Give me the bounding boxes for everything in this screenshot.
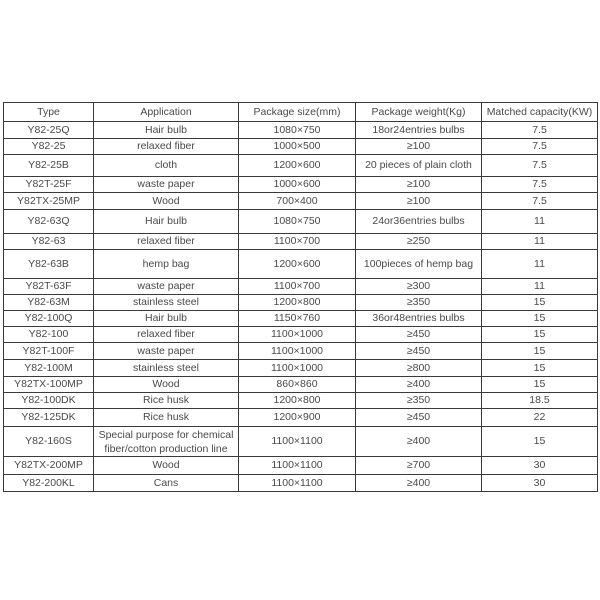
cell-package-size: 1200×800 xyxy=(239,393,356,409)
cell-type: Y82-200KL xyxy=(4,475,94,492)
cell-package-size: 1080×750 xyxy=(239,122,356,139)
cell-matched-capacity: 7.5 xyxy=(482,122,598,139)
table-row xyxy=(4,210,598,234)
cell-type: Y82-63B xyxy=(4,250,94,279)
table-row xyxy=(4,279,598,295)
cell-package-size: 1150×760 xyxy=(239,311,356,327)
cell-type: Y82-63 xyxy=(4,234,94,250)
cell-matched-capacity: 7.5 xyxy=(482,139,598,155)
cell-package-size: 1200×800 xyxy=(239,295,356,311)
table-row xyxy=(4,475,598,492)
cell-package-size: 1100×700 xyxy=(239,234,356,250)
cell-application: relaxed fiber xyxy=(94,327,239,343)
cell-matched-capacity: 7.5 xyxy=(482,177,598,193)
cell-package-size: 1200×900 xyxy=(239,409,356,427)
cell-application: relaxed fiber xyxy=(94,139,239,155)
cell-package-weight: 100pieces of hemp bag xyxy=(356,250,482,279)
table-row xyxy=(4,377,598,393)
cell-package-weight: ≥450 xyxy=(356,327,482,343)
cell-application: Wood xyxy=(94,193,239,210)
cell-package-weight: ≥450 xyxy=(356,343,482,360)
cell-matched-capacity: 30 xyxy=(482,457,598,475)
cell-package-weight: 36or48entries bulbs xyxy=(356,311,482,327)
cell-application: waste paper xyxy=(94,279,239,295)
cell-application: stainless steel xyxy=(94,360,239,377)
table-row xyxy=(4,139,598,155)
cell-package-weight: ≥800 xyxy=(356,360,482,377)
table-row xyxy=(4,122,598,139)
cell-type: Y82T-25F xyxy=(4,177,94,193)
cell-matched-capacity: 15 xyxy=(482,343,598,360)
table-row xyxy=(4,409,598,427)
cell-application: cloth xyxy=(94,155,239,177)
cell-type: Y82T-100F xyxy=(4,343,94,360)
cell-matched-capacity: 15 xyxy=(482,377,598,393)
cell-application: Wood xyxy=(94,377,239,393)
cell-matched-capacity: 15 xyxy=(482,295,598,311)
cell-package-size: 1000×600 xyxy=(239,177,356,193)
cell-package-weight: ≥250 xyxy=(356,234,482,250)
cell-package-weight: 24or36entries bulbs xyxy=(356,210,482,234)
cell-application: relaxed fiber xyxy=(94,234,239,250)
cell-application: Cans xyxy=(94,475,239,492)
header-application: Application xyxy=(94,103,239,122)
cell-package-weight: ≥400 xyxy=(356,427,482,457)
cell-matched-capacity: 11 xyxy=(482,234,598,250)
cell-package-size: 1200×600 xyxy=(239,250,356,279)
cell-type: Y82-100Q xyxy=(4,311,94,327)
header-package-weight: Package weight(Kg) xyxy=(356,103,482,122)
cell-type: Y82T-63F xyxy=(4,279,94,295)
cell-type: Y82-63M xyxy=(4,295,94,311)
table-row xyxy=(4,295,598,311)
cell-package-size: 860×860 xyxy=(239,377,356,393)
cell-matched-capacity: 15 xyxy=(482,327,598,343)
cell-matched-capacity: 11 xyxy=(482,279,598,295)
cell-package-size: 1080×750 xyxy=(239,210,356,234)
table-row xyxy=(4,393,598,409)
cell-package-weight: ≥300 xyxy=(356,279,482,295)
header-matched-capacity: Matched capacity(KW) xyxy=(482,103,598,122)
cell-type: Y82-100M xyxy=(4,360,94,377)
cell-application: Hair bulb xyxy=(94,311,239,327)
cell-package-size: 1200×600 xyxy=(239,155,356,177)
cell-application: Rice husk xyxy=(94,393,239,409)
table-row xyxy=(4,327,598,343)
table-row xyxy=(4,343,598,360)
cell-package-weight: ≥450 xyxy=(356,409,482,427)
cell-matched-capacity: 7.5 xyxy=(482,193,598,210)
cell-type: Y82-25 xyxy=(4,139,94,155)
cell-matched-capacity: 30 xyxy=(482,475,598,492)
cell-package-size: 1000×500 xyxy=(239,139,356,155)
table-row xyxy=(4,427,598,457)
cell-type: Y82TX-25MP xyxy=(4,193,94,210)
cell-matched-capacity: 11 xyxy=(482,210,598,234)
cell-type: Y82TX-200MP xyxy=(4,457,94,475)
cell-application: Special purpose for chemical fiber/cotton production line xyxy=(94,427,239,457)
table-row xyxy=(4,250,598,279)
cell-package-weight: ≥100 xyxy=(356,139,482,155)
cell-package-weight: 18or24entries bulbs xyxy=(356,122,482,139)
cell-type: Y82-160S xyxy=(4,427,94,457)
cell-package-size: 1100×1100 xyxy=(239,475,356,492)
cell-package-weight: ≥100 xyxy=(356,177,482,193)
table-row xyxy=(4,234,598,250)
cell-application: Rice husk xyxy=(94,409,239,427)
cell-type: Y82-25B xyxy=(4,155,94,177)
cell-package-size: 1100×1000 xyxy=(239,343,356,360)
cell-package-size: 1100×1000 xyxy=(239,360,356,377)
cell-matched-capacity: 15 xyxy=(482,427,598,457)
cell-package-weight: 20 pieces of plain cloth xyxy=(356,155,482,177)
cell-package-weight: ≥350 xyxy=(356,295,482,311)
cell-type: Y82-63Q xyxy=(4,210,94,234)
cell-package-weight: ≥700 xyxy=(356,457,482,475)
table-row xyxy=(4,311,598,327)
cell-type: Y82TX-100MP xyxy=(4,377,94,393)
cell-type: Y82-100DK xyxy=(4,393,94,409)
header-package-size: Package size(mm) xyxy=(239,103,356,122)
header-type: Type xyxy=(4,103,94,122)
cell-matched-capacity: 15 xyxy=(482,360,598,377)
cell-package-weight: ≥100 xyxy=(356,193,482,210)
cell-application: waste paper xyxy=(94,177,239,193)
spec-table xyxy=(3,102,598,492)
cell-matched-capacity: 11 xyxy=(482,250,598,279)
cell-package-size: 1100×700 xyxy=(239,279,356,295)
table-row xyxy=(4,193,598,210)
cell-application: hemp bag xyxy=(94,250,239,279)
cell-matched-capacity: 18.5 xyxy=(482,393,598,409)
cell-package-size: 1100×1000 xyxy=(239,327,356,343)
table-row xyxy=(4,177,598,193)
cell-application: stainless steel xyxy=(94,295,239,311)
cell-matched-capacity: 15 xyxy=(482,311,598,327)
cell-matched-capacity: 7.5 xyxy=(482,155,598,177)
cell-application: Hair bulb xyxy=(94,210,239,234)
cell-type: Y82-25Q xyxy=(4,122,94,139)
table-row xyxy=(4,155,598,177)
table-row xyxy=(4,457,598,475)
table-header-row xyxy=(4,103,598,122)
cell-application: Wood xyxy=(94,457,239,475)
cell-type: Y82-100 xyxy=(4,327,94,343)
cell-type: Y82-125DK xyxy=(4,409,94,427)
cell-application: waste paper xyxy=(94,343,239,360)
cell-package-size: 1100×1100 xyxy=(239,457,356,475)
cell-package-size: 700×400 xyxy=(239,193,356,210)
cell-package-weight: ≥400 xyxy=(356,377,482,393)
cell-package-size: 1100×1100 xyxy=(239,427,356,457)
cell-package-weight: ≥350 xyxy=(356,393,482,409)
cell-package-weight: ≥400 xyxy=(356,475,482,492)
table-row xyxy=(4,360,598,377)
cell-matched-capacity: 22 xyxy=(482,409,598,427)
cell-application: Hair bulb xyxy=(94,122,239,139)
